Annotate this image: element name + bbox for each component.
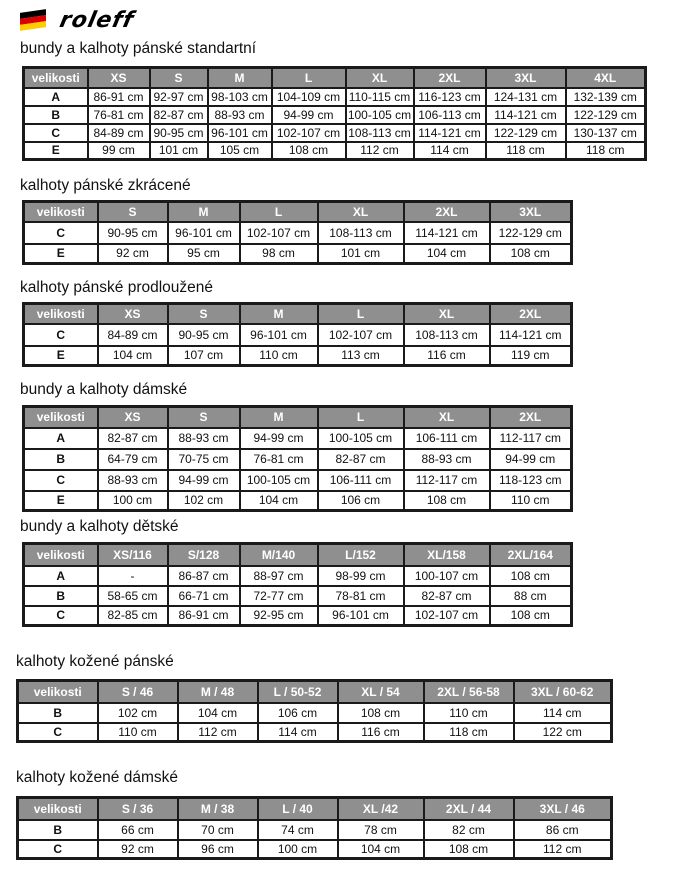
measure-cell: 105 cm (208, 142, 272, 160)
measure-cell: 88-93 cm (98, 470, 168, 491)
measure-cell: 88-93 cm (404, 449, 490, 470)
measure-cell: 118 cm (566, 142, 646, 160)
measure-cell: 86-87 cm (168, 566, 240, 586)
header-cell-size: XL /42 (338, 798, 424, 820)
measure-cell: 90-95 cm (98, 222, 168, 244)
measure-cell: 116 cm (338, 723, 424, 742)
brand-logo: roleff (57, 7, 137, 33)
row-label: A (24, 428, 98, 449)
measure-cell: 100 cm (98, 491, 168, 511)
measure-cell: 96-101 cm (240, 324, 318, 346)
header-cell-size: M / 48 (178, 681, 258, 703)
header-cell-size: L / 50-52 (258, 681, 338, 703)
header-cell-size: S (150, 68, 208, 88)
measure-cell: 113 cm (318, 346, 404, 366)
table-row (18, 723, 612, 742)
header-cell-size: 3XL (490, 202, 572, 222)
row-label: B (18, 820, 98, 840)
measure-cell: 100-105 cm (318, 428, 404, 449)
table-row (24, 470, 572, 491)
measure-cell: 108 cm (272, 142, 346, 160)
measure-cell: 112 cm (514, 840, 612, 859)
header-cell-size: S (168, 304, 240, 324)
measure-cell: 114-121 cm (486, 106, 566, 124)
measure-cell: 108-113 cm (346, 124, 414, 142)
measure-cell: 114 cm (414, 142, 486, 160)
measure-cell: 94-99 cm (272, 106, 346, 124)
row-label: C (24, 606, 98, 626)
measure-cell: 92-97 cm (150, 88, 208, 106)
table-row (24, 124, 646, 142)
measure-cell: 84-89 cm (88, 124, 150, 142)
measure-cell: 114-121 cm (490, 324, 572, 346)
table-row (24, 566, 572, 586)
measure-cell: 108-113 cm (404, 324, 490, 346)
header-row (24, 202, 572, 222)
measure-cell: 112 cm (178, 723, 258, 742)
table-row (24, 106, 646, 124)
measure-cell: 114-121 cm (414, 124, 486, 142)
header-cell-size: XL (318, 202, 404, 222)
measure-cell: 92 cm (98, 244, 168, 264)
measure-cell: 95 cm (168, 244, 240, 264)
measure-cell: 102-107 cm (240, 222, 318, 244)
header-cell-size: S/128 (168, 544, 240, 566)
measure-cell: 88 cm (490, 586, 572, 606)
section-title-kalhoty-kozene-damske: kalhoty kožené dámské (16, 769, 178, 786)
measure-cell: 82-87 cm (318, 449, 404, 470)
header-cell-size: 2XL (490, 407, 572, 428)
measure-cell: 100-105 cm (346, 106, 414, 124)
measure-cell: 122 cm (514, 723, 612, 742)
measure-cell: 94-99 cm (490, 449, 572, 470)
size-table-kalhoty-kozene-damske (16, 796, 613, 860)
header-cell-size: M / 38 (178, 798, 258, 820)
header-cell-size: XS (88, 68, 150, 88)
header-row (24, 304, 572, 324)
header-cell-size: S (168, 407, 240, 428)
header-cell-size: XL/158 (404, 544, 490, 566)
header-cell-size: L / 40 (258, 798, 338, 820)
table-row (24, 222, 572, 244)
section-title-bundy-a-kalhoty-damske: bundy a kalhoty dámské (20, 381, 188, 398)
table-row (24, 606, 572, 626)
size-table-kalhoty-kozene-panske (16, 679, 613, 743)
row-label: B (24, 586, 98, 606)
measure-cell: 82 cm (424, 820, 514, 840)
header-cell-size: L (318, 304, 404, 324)
measure-cell: 108 cm (490, 566, 572, 586)
section-title-kalhoty-kozene-panske: kalhoty kožené pánské (16, 653, 174, 670)
measure-cell: 106-111 cm (318, 470, 404, 491)
measure-cell: 96-101 cm (168, 222, 240, 244)
measure-cell: 132-139 cm (566, 88, 646, 106)
measure-cell: 110 cm (424, 703, 514, 723)
table-row (24, 142, 646, 160)
measure-cell: 104 cm (178, 703, 258, 723)
measure-cell: 118-123 cm (490, 470, 572, 491)
measure-cell: 114-121 cm (404, 222, 490, 244)
header-cell-size: 3XL (486, 68, 566, 88)
header-cell-size: M/140 (240, 544, 318, 566)
measure-cell: 66-71 cm (168, 586, 240, 606)
measure-cell: 74 cm (258, 820, 338, 840)
table-row (18, 703, 612, 723)
header-cell-size: 4XL (566, 68, 646, 88)
row-label: B (24, 106, 88, 124)
header-cell-size: 3XL / 60-62 (514, 681, 612, 703)
header-cell-size: S / 36 (98, 798, 178, 820)
table-row (24, 586, 572, 606)
measure-cell: 104-109 cm (272, 88, 346, 106)
row-label: C (24, 222, 98, 244)
size-table-bundy-a-kalhoty-damske (22, 405, 573, 512)
row-label: E (24, 244, 98, 264)
header-cell-size: S (98, 202, 168, 222)
header-cell-size: M (208, 68, 272, 88)
header-cell-size: L (272, 68, 346, 88)
measure-cell: 104 cm (98, 346, 168, 366)
measure-cell: - (98, 566, 168, 586)
measure-cell: 88-93 cm (168, 428, 240, 449)
german-flag-icon (20, 9, 46, 31)
size-table-bundy-a-kalhoty-panske-standartni (22, 66, 647, 161)
measure-cell: 100-107 cm (404, 566, 490, 586)
header-cell-size: L (318, 407, 404, 428)
header-row (24, 407, 572, 428)
measure-cell: 106-113 cm (414, 106, 486, 124)
measure-cell: 108 cm (490, 606, 572, 626)
measure-cell: 94-99 cm (240, 428, 318, 449)
measure-cell: 92-95 cm (240, 606, 318, 626)
measure-cell: 98-99 cm (318, 566, 404, 586)
measure-cell: 112-117 cm (404, 470, 490, 491)
header-cell-velikosti: velikosti (18, 798, 98, 820)
header-cell-velikosti: velikosti (24, 304, 98, 324)
brand-header (20, 6, 137, 34)
row-label: B (24, 449, 98, 470)
header-cell-velikosti: velikosti (24, 407, 98, 428)
size-table-bundy-a-kalhoty-detske (22, 542, 573, 627)
header-cell-size: XL / 54 (338, 681, 424, 703)
header-cell-size: 3XL / 46 (514, 798, 612, 820)
measure-cell: 76-81 cm (240, 449, 318, 470)
section-title-kalhoty-panske-prodlouzene: kalhoty pánské prodloužené (20, 279, 214, 296)
measure-cell: 102 cm (98, 703, 178, 723)
measure-cell: 58-65 cm (98, 586, 168, 606)
header-cell-size: M (240, 304, 318, 324)
measure-cell: 108 cm (424, 840, 514, 859)
row-label: C (18, 723, 98, 742)
measure-cell: 82-87 cm (404, 586, 490, 606)
measure-cell: 102 cm (168, 491, 240, 511)
measure-cell: 108 cm (404, 491, 490, 511)
header-cell-size: M (168, 202, 240, 222)
table-row (24, 491, 572, 511)
header-cell-velikosti: velikosti (24, 544, 98, 566)
measure-cell: 114 cm (514, 703, 612, 723)
measure-cell: 100-105 cm (240, 470, 318, 491)
measure-cell: 94-99 cm (168, 470, 240, 491)
measure-cell: 106 cm (318, 491, 404, 511)
measure-cell: 118 cm (486, 142, 566, 160)
measure-cell: 108 cm (338, 703, 424, 723)
measure-cell: 70 cm (178, 820, 258, 840)
measure-cell: 102-107 cm (404, 606, 490, 626)
measure-cell: 101 cm (150, 142, 208, 160)
header-row (18, 681, 612, 703)
header-cell-size: 2XL/164 (490, 544, 572, 566)
measure-cell: 92 cm (98, 840, 178, 859)
header-row (24, 544, 572, 566)
measure-cell: 88-93 cm (208, 106, 272, 124)
header-cell-size: L (240, 202, 318, 222)
measure-cell: 78 cm (338, 820, 424, 840)
row-label: A (24, 88, 88, 106)
measure-cell: 112-117 cm (490, 428, 572, 449)
header-cell-size: L/152 (318, 544, 404, 566)
measure-cell: 82-85 cm (98, 606, 168, 626)
measure-cell: 108 cm (490, 244, 572, 264)
measure-cell: 106-111 cm (404, 428, 490, 449)
table-row (24, 244, 572, 264)
header-cell-size: 2XL (404, 202, 490, 222)
measure-cell: 100 cm (258, 840, 338, 859)
row-label: E (24, 142, 88, 160)
header-cell-size: XL (404, 407, 490, 428)
measure-cell: 101 cm (318, 244, 404, 264)
section-title-kalhoty-panske-zkracene: kalhoty pánské zkrácené (20, 177, 191, 194)
table-row (24, 324, 572, 346)
measure-cell: 106 cm (258, 703, 338, 723)
header-row (24, 68, 646, 88)
row-label: C (24, 124, 88, 142)
size-table-kalhoty-panske-zkracene (22, 200, 573, 265)
measure-cell: 124-131 cm (486, 88, 566, 106)
measure-cell: 70-75 cm (168, 449, 240, 470)
measure-cell: 112 cm (346, 142, 414, 160)
size-table-kalhoty-panske-prodlouzene (22, 302, 573, 367)
table-row (24, 449, 572, 470)
header-cell-size: 2XL (490, 304, 572, 324)
header-cell-size: 2XL / 44 (424, 798, 514, 820)
header-cell-size: XL (346, 68, 414, 88)
measure-cell: 90-95 cm (168, 324, 240, 346)
measure-cell: 102-107 cm (272, 124, 346, 142)
measure-cell: 114 cm (258, 723, 338, 742)
measure-cell: 118 cm (424, 723, 514, 742)
measure-cell: 88-97 cm (240, 566, 318, 586)
table-row (18, 820, 612, 840)
measure-cell: 86 cm (514, 820, 612, 840)
row-label: C (24, 470, 98, 491)
table-row (24, 346, 572, 366)
measure-cell: 104 cm (404, 244, 490, 264)
header-row (18, 798, 612, 820)
row-label: C (18, 840, 98, 859)
table-row (24, 428, 572, 449)
header-cell-size: S / 46 (98, 681, 178, 703)
measure-cell: 110 cm (98, 723, 178, 742)
measure-cell: 104 cm (338, 840, 424, 859)
measure-cell: 86-91 cm (88, 88, 150, 106)
measure-cell: 122-129 cm (566, 106, 646, 124)
row-label: E (24, 346, 98, 366)
measure-cell: 96-101 cm (318, 606, 404, 626)
header-cell-size: XS (98, 407, 168, 428)
table-row (18, 840, 612, 859)
measure-cell: 119 cm (490, 346, 572, 366)
measure-cell: 90-95 cm (150, 124, 208, 142)
measure-cell: 130-137 cm (566, 124, 646, 142)
row-label: B (18, 703, 98, 723)
measure-cell: 116 cm (404, 346, 490, 366)
header-cell-size: XS/116 (98, 544, 168, 566)
measure-cell: 116-123 cm (414, 88, 486, 106)
measure-cell: 96-101 cm (208, 124, 272, 142)
header-cell-size: 2XL / 56-58 (424, 681, 514, 703)
measure-cell: 82-87 cm (150, 106, 208, 124)
row-label: A (24, 566, 98, 586)
measure-cell: 122-129 cm (486, 124, 566, 142)
header-cell-size: XL (404, 304, 490, 324)
section-title-bundy-a-kalhoty-detske: bundy a kalhoty dětské (20, 518, 179, 535)
measure-cell: 110-115 cm (346, 88, 414, 106)
measure-cell: 99 cm (88, 142, 150, 160)
measure-cell: 84-89 cm (98, 324, 168, 346)
measure-cell: 72-77 cm (240, 586, 318, 606)
header-cell-velikosti: velikosti (24, 202, 98, 222)
measure-cell: 66 cm (98, 820, 178, 840)
header-cell-size: M (240, 407, 318, 428)
measure-cell: 82-87 cm (98, 428, 168, 449)
measure-cell: 76-81 cm (88, 106, 150, 124)
measure-cell: 122-129 cm (490, 222, 572, 244)
header-cell-size: 2XL (414, 68, 486, 88)
measure-cell: 102-107 cm (318, 324, 404, 346)
measure-cell: 107 cm (168, 346, 240, 366)
measure-cell: 104 cm (240, 491, 318, 511)
measure-cell: 78-81 cm (318, 586, 404, 606)
measure-cell: 98 cm (240, 244, 318, 264)
measure-cell: 110 cm (490, 491, 572, 511)
table-row (24, 88, 646, 106)
row-label: E (24, 491, 98, 511)
measure-cell: 96 cm (178, 840, 258, 859)
measure-cell: 110 cm (240, 346, 318, 366)
measure-cell: 64-79 cm (98, 449, 168, 470)
measure-cell: 86-91 cm (168, 606, 240, 626)
measure-cell: 108-113 cm (318, 222, 404, 244)
header-cell-velikosti: velikosti (18, 681, 98, 703)
section-title-bundy-a-kalhoty-panske-standartni: bundy a kalhoty pánské standartní (20, 40, 257, 57)
header-cell-size: XS (98, 304, 168, 324)
row-label: C (24, 324, 98, 346)
measure-cell: 98-103 cm (208, 88, 272, 106)
header-cell-velikosti: velikosti (24, 68, 88, 88)
